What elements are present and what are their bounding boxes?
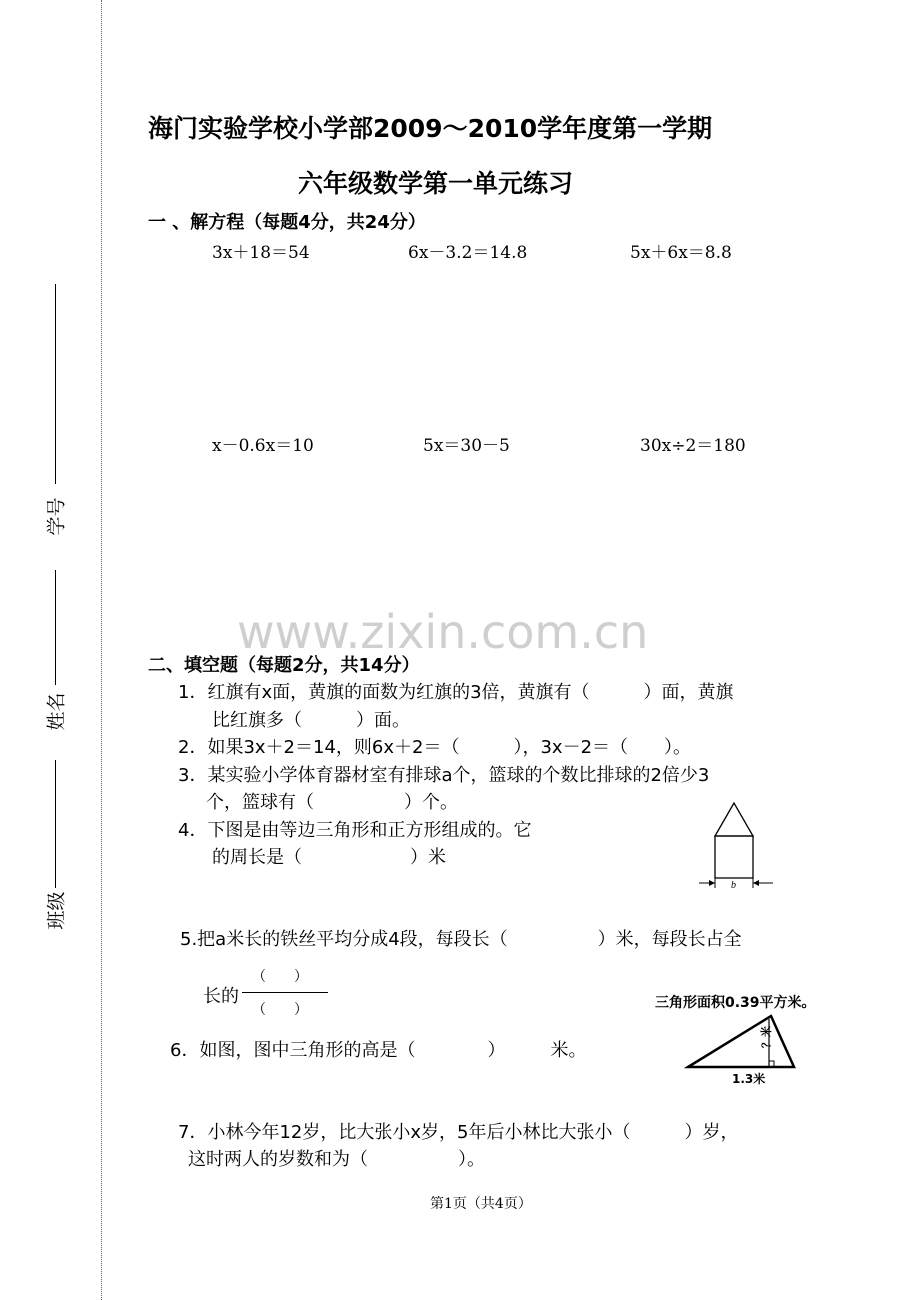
name-rule: [55, 570, 56, 685]
equation-6: 30x÷2＝180: [640, 436, 746, 456]
class-rule: [55, 760, 56, 888]
figure-b-label: b: [731, 880, 736, 891]
equation-4: x－0.6x＝10: [212, 436, 314, 456]
question-5-line-1: 5.把a米长的铁丝平均分成4段，每段长（ ）米，每段长占全: [180, 929, 742, 950]
watermark: www.zixin.com.cn: [237, 605, 649, 659]
section2-heading: 二、填空题（每题2分，共14分）: [148, 655, 420, 676]
question-3-line-2: 个，篮球有（ ）个。: [206, 792, 458, 813]
equation-2: 6x－3.2＝14.8: [408, 243, 528, 263]
question-4-line-2: 的周长是（ ）米: [212, 847, 446, 868]
triangle-figure-caption: 三角形面积0.39平方米。: [655, 995, 816, 1011]
triangle-height-label: ？米: [760, 1026, 773, 1048]
equation-5: 5x＝30－5: [423, 436, 510, 456]
question-2: 2．如果3x＋2＝14，则6x＋2＝（ ），3x－2＝（ ）。: [178, 737, 692, 758]
page-title: 海门实验学校小学部2009～2010学年度第一学期: [148, 114, 713, 143]
student-id-rule-2: [55, 374, 56, 484]
question-1-line-1: 1．红旗有x面，黄旗的面数为红旗的3倍，黄旗有（ ）面，黄旗: [178, 682, 734, 703]
page-subtitle: 六年级数学第一单元练习: [298, 169, 574, 198]
equation-3: 5x＋6x＝8.8: [630, 243, 732, 263]
page-footer: 第1页（共4页）: [430, 1196, 532, 1212]
question-7-line-2: 这时两人的岁数和为（ ）。: [188, 1149, 485, 1170]
fraction-denominator: （ ）: [252, 1002, 308, 1018]
triangle-base-label: 1.3米: [732, 1072, 766, 1086]
question-6: 6．如图，图中三角形的高是（ ） 米。: [170, 1040, 587, 1061]
fraction-bar: [242, 992, 328, 993]
student-id-label: 学号: [45, 497, 68, 536]
class-label: 班级: [45, 891, 68, 930]
binding-dotted-line: [101, 0, 102, 1300]
question-3-line-1: 3．某实验小学体育器材室有排球a个，篮球的个数比排球的2倍少3: [178, 765, 710, 786]
question-5-prefix: 长的: [203, 986, 239, 1007]
question-1-line-2: 比红旗多（ ）面。: [212, 710, 410, 731]
equation-1: 3x＋18＝54: [212, 243, 310, 263]
house-figure: [695, 798, 780, 892]
fraction-numerator: （ ）: [252, 969, 308, 985]
name-label: 姓名: [45, 692, 68, 731]
triangle-figure: [684, 1012, 814, 1088]
section1-heading: 一 、解方程（每题4分，共24分）: [148, 212, 426, 233]
question-7-line-1: 7．小林今年12岁，比大张小x岁，5年后小林比大张小（ ）岁，: [178, 1122, 739, 1143]
question-4-line-1: 4．下图是由等边三角形和正方形组成的。它: [178, 820, 532, 841]
student-id-rule: [55, 284, 56, 374]
